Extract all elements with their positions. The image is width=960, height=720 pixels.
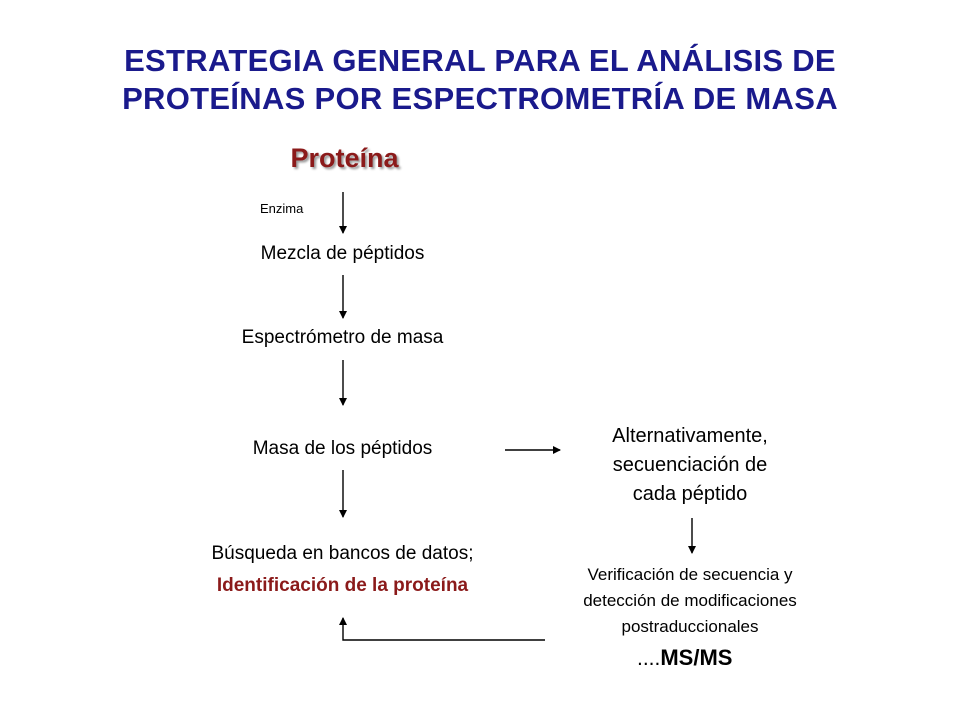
- title-line-2: PROTEÍNAS POR ESPECTROMETRÍA DE MASA: [122, 81, 838, 116]
- verify-line-2: detección de modificaciones: [583, 591, 797, 610]
- protein-identification-node: Identificación de la proteína: [216, 575, 469, 596]
- alt-line-1: Alternativamente,: [612, 425, 768, 447]
- alt-line-2: secuenciación de: [612, 454, 768, 476]
- title-line-1: ESTRATEGIA GENERAL PARA EL ANÁLISIS DE: [124, 43, 836, 78]
- protein-node: Proteína: [290, 143, 399, 173]
- enzyme-label: Enzima: [260, 201, 304, 216]
- msms-bold: MS/MS: [660, 645, 733, 670]
- database-search-node: Búsqueda en bancos de datos;: [211, 543, 474, 564]
- arrow-verification-to-identification: [343, 618, 545, 640]
- verify-line-3: postraduccionales: [621, 617, 759, 636]
- verify-line-1: Verificación de secuencia y: [587, 565, 793, 584]
- mass-spectrometer-node: Espectrómetro de masa: [241, 327, 444, 348]
- peptide-mixture-node: Mezcla de péptidos: [260, 243, 425, 264]
- alt-line-3: cada péptido: [632, 483, 748, 505]
- msms-prefix: ....: [637, 647, 661, 670]
- peptide-mass-node: Masa de los péptidos: [252, 438, 433, 459]
